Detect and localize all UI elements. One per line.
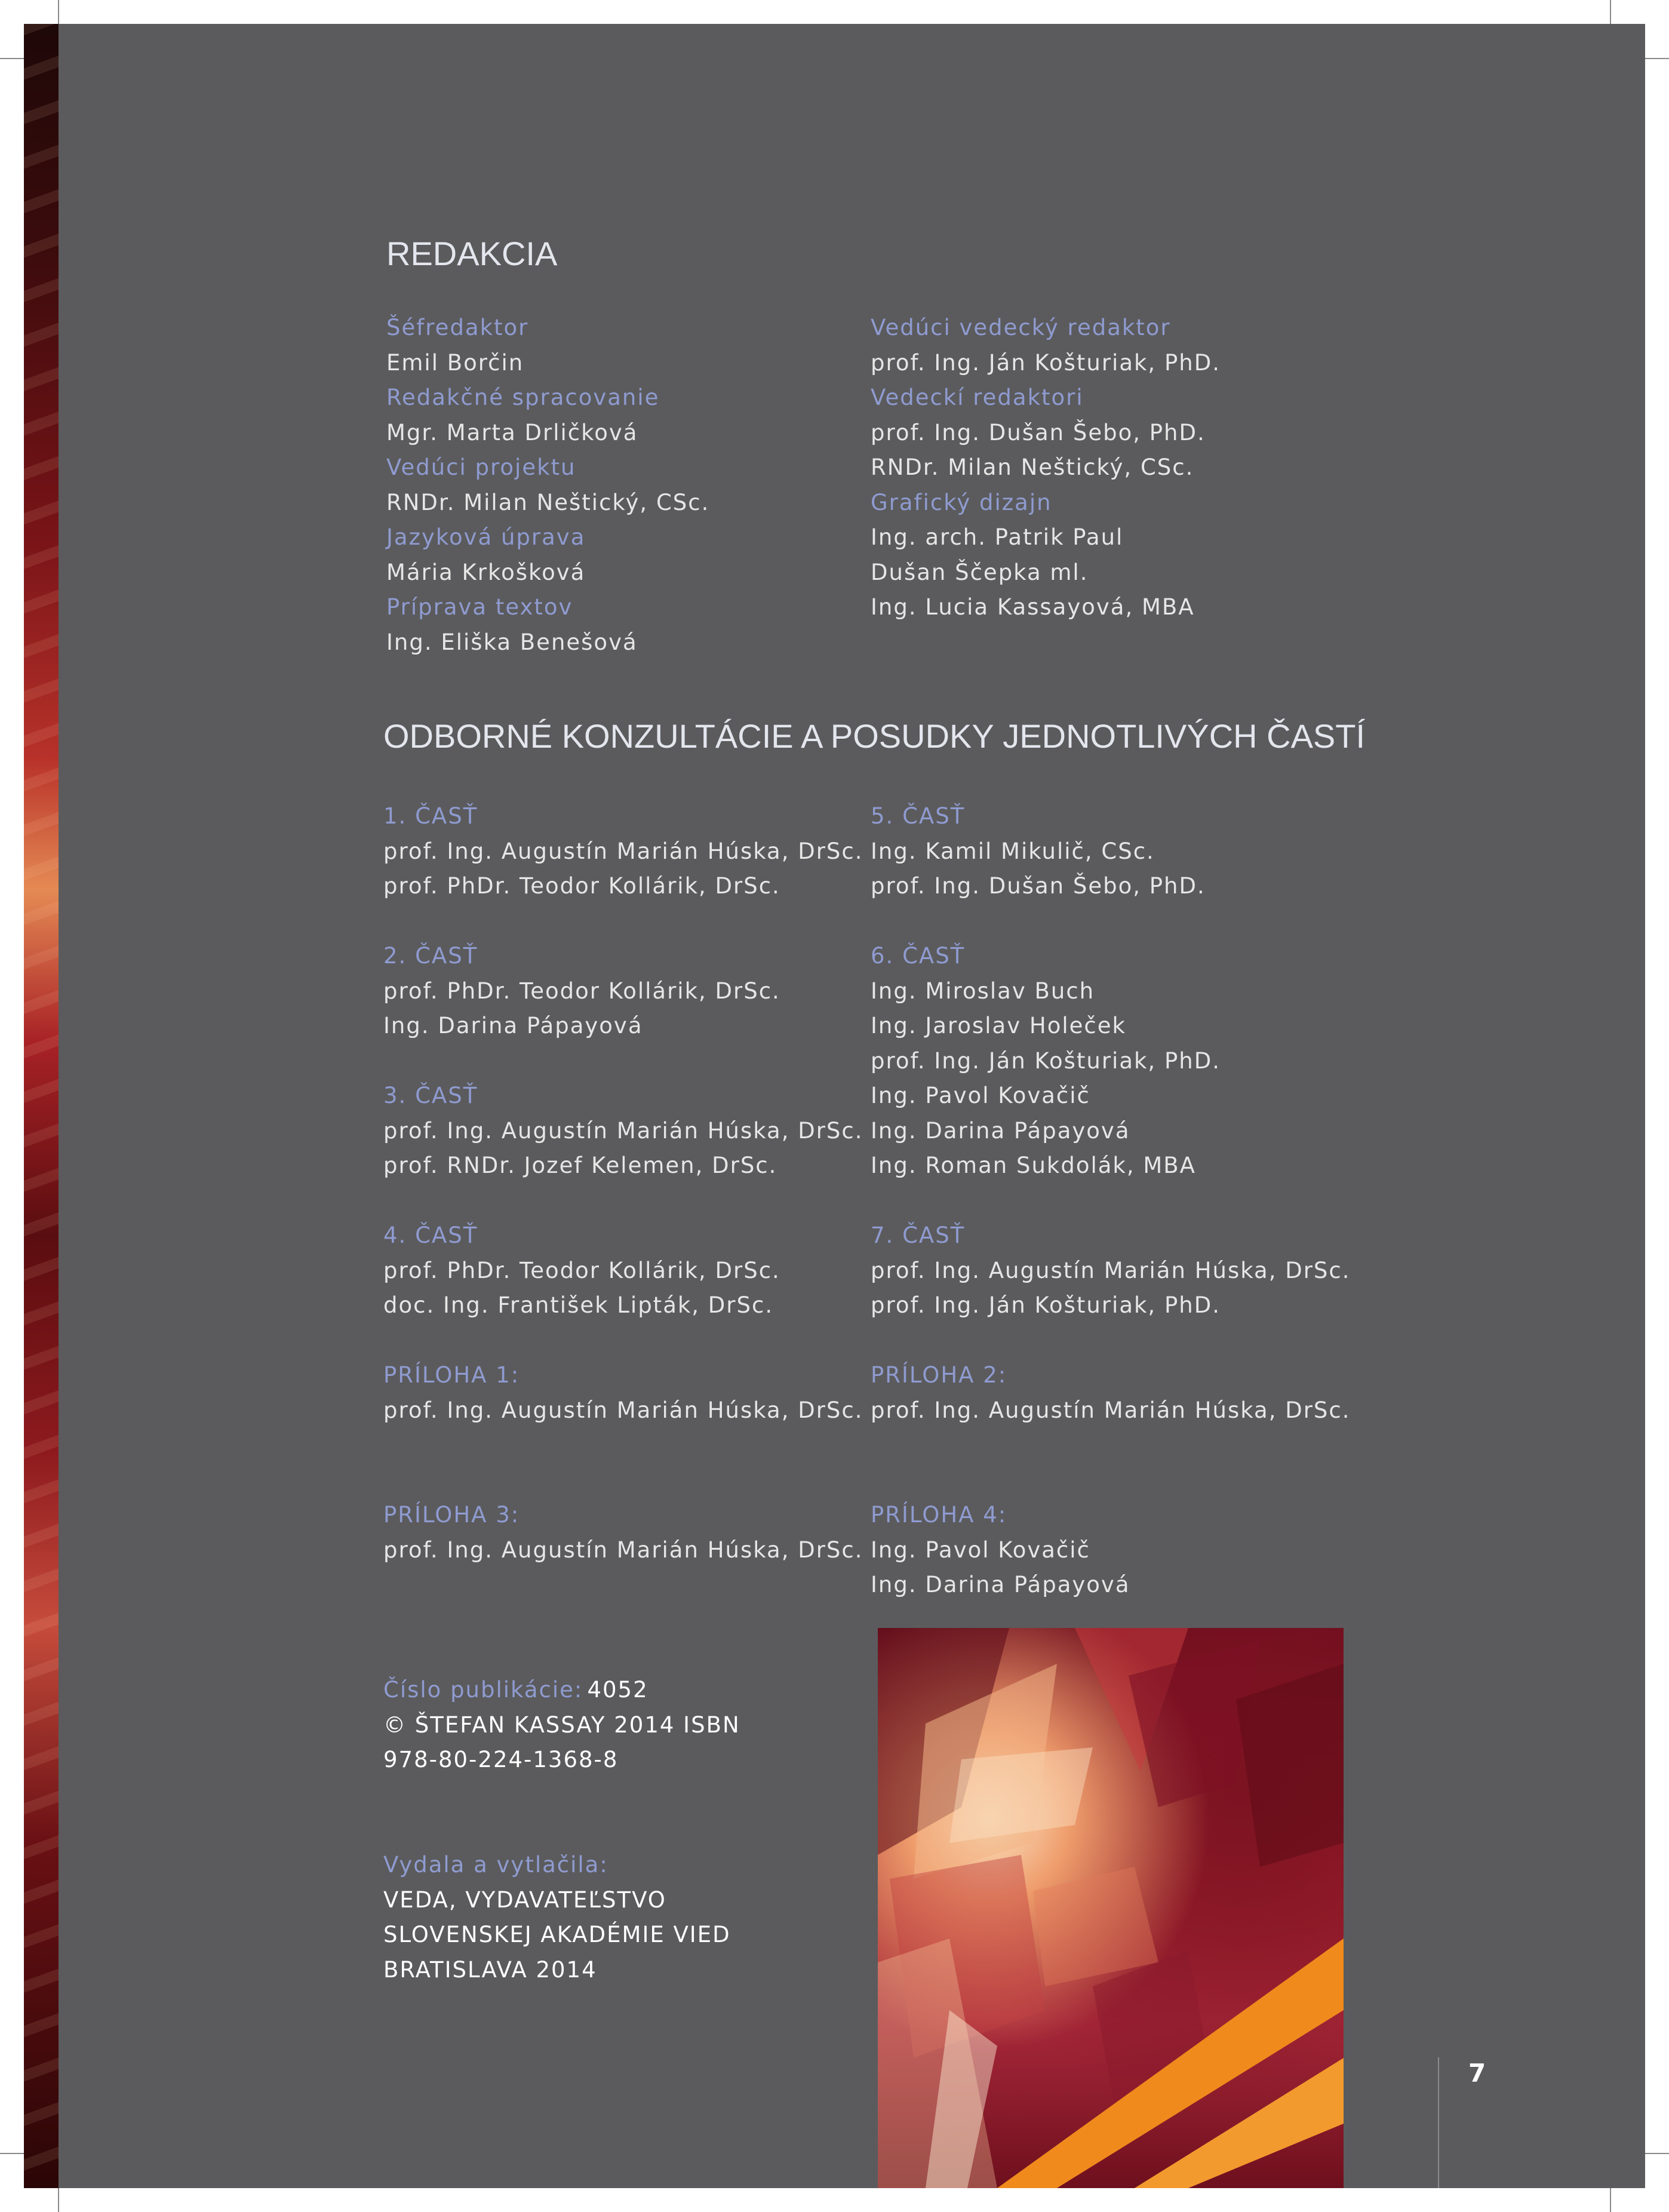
person-name: Ing. Pavol Kovačič (871, 1537, 1090, 1563)
role-label: Vedeckí redaktori (871, 385, 1084, 410)
person-name: Ing. Lucia Kassayová, MBA (871, 594, 1195, 620)
person-name: prof. Ing. Augustín Marián Húska, DrSc. (383, 1118, 863, 1144)
copyright-line: © ŠTEFAN KASSAY 2014 ISBN (383, 1712, 740, 1738)
publication-number-label: Číslo publikácie: (383, 1677, 583, 1703)
person-name: Mária Krkošková (386, 560, 586, 585)
person-name: Emil Borčin (386, 350, 524, 376)
decorative-art-strip (24, 24, 59, 2188)
page (24, 24, 1645, 2188)
section-label: 3. ČASŤ (383, 1083, 478, 1108)
person-name: prof. Ing. Ján Košturiak, PhD. (871, 1048, 1221, 1074)
publisher-line: BRATISLAVA 2014 (383, 1957, 597, 1983)
person-name: Ing. Pavol Kovačič (871, 1083, 1090, 1108)
role-label: Šéfredaktor (386, 315, 529, 340)
role-label: Grafický dizajn (871, 490, 1052, 515)
publisher-line: VEDA, VYDAVATEĽSTVO (383, 1887, 666, 1913)
person-name: doc. Ing. František Lipták, DrSc. (383, 1292, 774, 1318)
person-name: Ing. Darina Pápayová (871, 1118, 1130, 1144)
publication-number-value: 4052 (587, 1677, 648, 1703)
appendix-label: PRÍLOHA 1: (383, 1362, 520, 1388)
person-name: Ing. Eliška Benešová (386, 629, 638, 655)
person-name: prof. Ing. Augustín Marián Húska, DrSc. (383, 838, 863, 864)
person-name: prof. PhDr. Teodor Kollárik, DrSc. (383, 873, 780, 899)
person-name: Ing. Darina Pápayová (383, 1013, 643, 1039)
section-label: 4. ČASŤ (383, 1222, 478, 1248)
person-name: Ing. Jaroslav Holeček (871, 1013, 1126, 1039)
publisher-label: Vydala a vytlačila: (383, 1852, 608, 1878)
person-name: prof. Ing. Dušan Šebo, PhD. (871, 873, 1206, 899)
person-name: Ing. Roman Sukdolák, MBA (871, 1153, 1196, 1178)
crop-mark (0, 2153, 24, 2154)
person-name: prof. Ing. Augustín Marián Húska, DrSc. (383, 1397, 863, 1423)
person-name: prof. PhDr. Teodor Kollárik, DrSc. (383, 1258, 780, 1283)
person-name: Ing. Miroslav Buch (871, 978, 1095, 1004)
role-label: Jazyková úprava (386, 524, 586, 550)
person-name: prof. PhDr. Teodor Kollárik, DrSc. (383, 978, 780, 1004)
person-name: Ing. arch. Patrik Paul (871, 524, 1124, 550)
appendix-label: PRÍLOHA 2: (871, 1362, 1007, 1388)
person-name: RNDr. Milan Neštický, CSc. (871, 454, 1194, 480)
person-name: Dušan Ščepka ml. (871, 560, 1089, 585)
person-name: prof. Ing. Augustín Marián Húska, DrSc. (383, 1537, 863, 1563)
person-name: Mgr. Marta Drličková (386, 420, 638, 446)
person-name: prof. Ing. Augustín Marián Húska, DrSc. (871, 1258, 1351, 1283)
person-name: prof. Ing. Ján Košturiak, PhD. (871, 350, 1221, 376)
appendix-label: PRÍLOHA 4: (871, 1502, 1007, 1528)
appendix-label: PRÍLOHA 3: (383, 1502, 520, 1528)
section-label: 2. ČASŤ (383, 943, 478, 969)
isbn-line: 978-80-224-1368-8 (383, 1747, 619, 1772)
crop-mark (1610, 2188, 1611, 2212)
section-label: 1. ČASŤ (383, 803, 478, 829)
page-number: 7 (1468, 2059, 1486, 2088)
role-label: Vedúci projektu (386, 454, 576, 480)
person-name: prof. Ing. Dušan Šebo, PhD. (871, 420, 1206, 446)
crop-mark (1645, 2153, 1669, 2154)
person-name: prof. Ing. Augustín Marián Húska, DrSc. (871, 1397, 1351, 1423)
person-name: Ing. Kamil Mikulič, CSc. (871, 838, 1155, 864)
crop-mark (1645, 58, 1669, 59)
section-label: 7. ČASŤ (871, 1222, 966, 1248)
section-label: 6. ČASŤ (871, 943, 966, 969)
person-name: Ing. Darina Pápayová (871, 1572, 1130, 1597)
role-label: Redakčné spracovanie (386, 385, 660, 410)
person-name: prof. RNDr. Jozef Kelemen, DrSc. (383, 1153, 777, 1178)
page-number-divider (1438, 2057, 1439, 2188)
crop-mark (58, 0, 59, 24)
redakcia-heading: REDAKCIA (386, 235, 558, 272)
publisher-line: SLOVENSKEJ AKADÉMIE VIED (383, 1922, 731, 1947)
konzultacie-heading: ODBORNÉ KONZULTÁCIE A POSUDKY JEDNOTLIVÝCH ČASTÍ (383, 717, 1366, 755)
publication-number (383, 1677, 648, 1703)
section-label: 5. ČASŤ (871, 803, 966, 829)
person-name: RNDr. Milan Neštický, CSc. (386, 490, 710, 515)
artwork-shapes (878, 1628, 1344, 2188)
crop-mark (1610, 0, 1611, 24)
role-label: Vedúci vedecký redaktor (871, 315, 1171, 340)
decorative-artwork (878, 1628, 1344, 2188)
role-label: Príprava textov (386, 594, 573, 620)
crop-mark (0, 58, 24, 59)
crop-mark (58, 2188, 59, 2212)
person-name: prof. Ing. Ján Košturiak, PhD. (871, 1292, 1221, 1318)
